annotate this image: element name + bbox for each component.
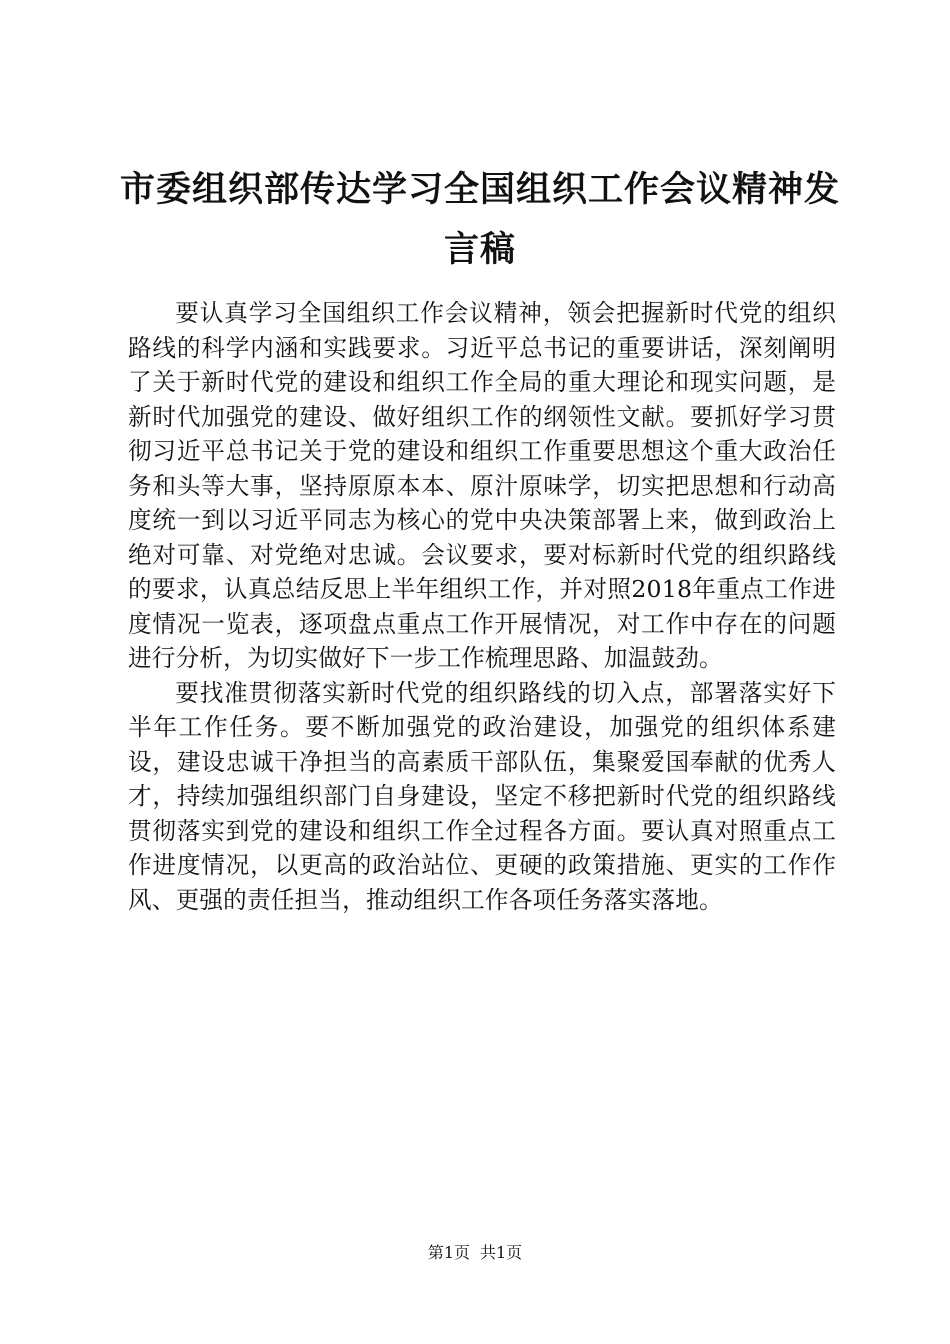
page-number: 第1页 [427,1243,470,1262]
document-title: 市委组织部传达学习全国组织工作会议精神发言稿 [120,170,841,270]
document-body [128,296,836,917]
page-footer [0,1242,950,1264]
body-paragraph-2: 要找准贯彻落实新时代党的组织路线的切入点，部署落实好下半年工作任务。要不断加强党的政治建设，加强党的组织体系建设，建设忠诚干净担当的高素质干部队伍，集聚爱国奉献的优秀人才，持续加强组织部门自身建设，坚定不移把新时代党的组织路线贯彻落实到党的建设和组织工作全过程各方面。要认真对照重点工作进度情况，以更高的政治站位、更硬的政策措施、更实的工作作风、更强的责任担当，推动组织工作各项任务落实落地。 [128,678,836,914]
body-paragraph-1: 要认真学习全国组织工作会议精神，领会把握新时代党的组织路线的科学内涵和实践要求。习近平总书记的重要讲话，深刻阐明了关于新时代党的建设和组织工作全局的重大理论和现实问题，是新时代加强党的建设、做好组织工作的纲领性文献。要抓好学习贯彻习近平总书记关于党的建设和组织工作重要思想这个重大政治任务和头等大事，坚持原原本本、原汁原味学，切实把思想和行动高度统一到以习近平同志为核心的党中央决策部署上来，做到政治上绝对可靠、对党绝对忠诚。会议要求，要对标新时代党的组织路线的要求，认真总结反思上半年组织工作，并对照2018年重点工作进度情况一览表，逐项盘点重点工作开展情况，对工作中存在的问题进行分析，为切实做好下一步工作梳理思路、加温鼓劲。 [128,299,836,672]
page-total: 共1页 [480,1243,523,1262]
